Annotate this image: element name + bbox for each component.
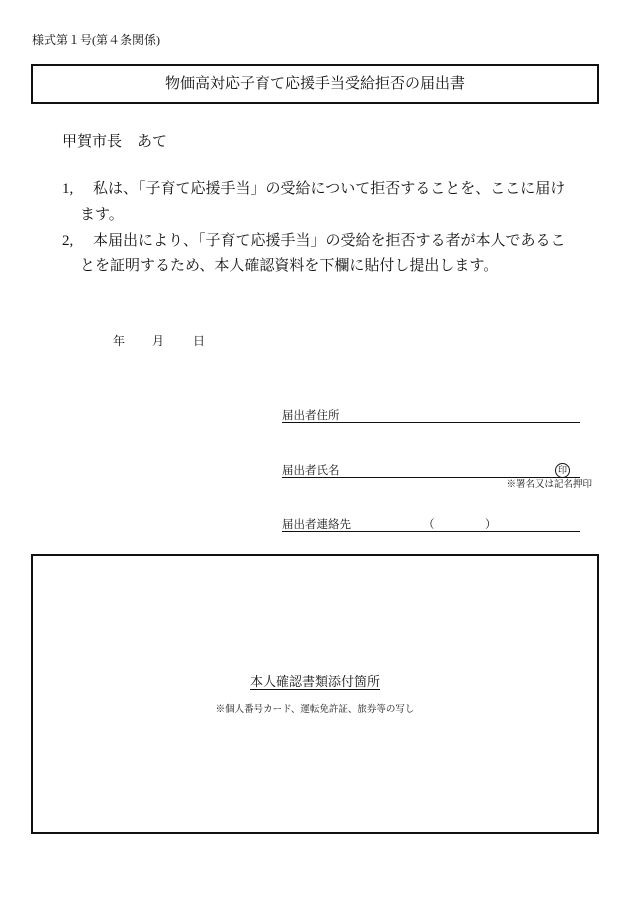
- addressee-label: 甲賀市長 あて: [62, 134, 168, 150]
- contact-label: 届出者連絡先: [282, 519, 351, 531]
- form-number-label: 様式第１号(第４条関係): [32, 33, 160, 47]
- name-label: 届出者氏名: [282, 465, 340, 477]
- date-day-label: 日: [193, 334, 206, 348]
- address-field: [282, 409, 580, 423]
- attachment-heading-row: [33, 675, 597, 689]
- date-month-label: 月: [152, 334, 165, 348]
- seal-mark: [555, 463, 570, 478]
- contact-field: [282, 519, 580, 532]
- signature-note: ※署名又は記名押印: [506, 480, 592, 490]
- document-title: 物価高対応子育て応援手当受給拒否の届出書: [164, 75, 465, 92]
- item-1-line-2: ます。: [80, 207, 124, 223]
- contact-paren-open: （: [423, 519, 435, 531]
- seal-mark-character: 印: [557, 465, 567, 475]
- address-label: 届出者住所: [282, 410, 340, 422]
- item-1-line-1: 私は、「子育て応援手当」の受給について拒否することを、ここに届け: [93, 181, 566, 197]
- item-2-number: 2,: [62, 233, 74, 249]
- item-2-line-1: 本届出により、「子育て応援手当」の受給を拒否する者が本人であるこ: [93, 233, 566, 249]
- attachment-note: ※個人番号カード、運転免許証、旅券等の写し: [215, 705, 415, 715]
- attachment-heading: 本人確認書類添付箇所: [249, 674, 380, 689]
- item-1-number: 1,: [62, 181, 74, 197]
- title-box: [31, 64, 599, 104]
- attachment-box: [31, 554, 599, 834]
- name-field: [282, 465, 580, 478]
- contact-paren-close: ）: [485, 519, 497, 531]
- item-2-line-2: とを証明するため、本人確認資料を下欄に貼付し提出します。: [80, 258, 499, 274]
- date-year-label: 年: [113, 334, 126, 348]
